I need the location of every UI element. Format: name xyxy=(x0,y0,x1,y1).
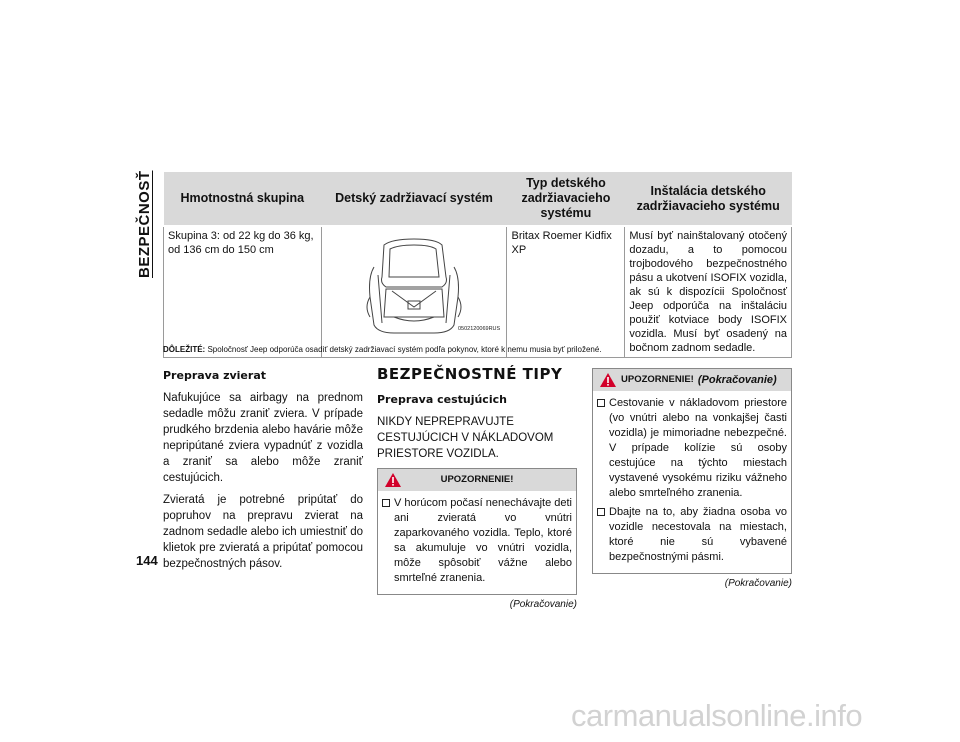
warning-header xyxy=(378,469,576,491)
important-text: Spoločnosť Jeep odporúča osadiť detský zadržiavací systém podľa pokynov, ktoré k nemu musia byť priložené. xyxy=(207,345,602,354)
checkbox-bullet-icon xyxy=(597,508,605,516)
child-seat-illustration xyxy=(334,237,501,337)
warning-triangle-icon xyxy=(384,472,402,488)
warning-list xyxy=(593,391,791,573)
warning-title: UPOZORNENIE! xyxy=(621,374,694,385)
column-warning-continued xyxy=(592,368,792,592)
header-weight-group: Hmotnostná skupina xyxy=(164,172,322,226)
important-label: DÔLEŽITÉ: xyxy=(163,345,206,354)
image-code: 0502120069RUS xyxy=(458,326,501,332)
important-note xyxy=(163,345,602,354)
warning-box xyxy=(592,368,792,574)
table-header-row xyxy=(164,172,792,226)
warning-header xyxy=(593,369,791,391)
cell-installation: Musí byť nainštalovaný otočený dozadu, a to pomocou trojbodového bezpečnostného pásu a ukotvení ISOFIX vozidla, ak sú k dispozícii Spoločnosť Jeep odporúča na inštaláciu použiť kotviace body ISOFIX vozidla. Musí byť osadený na bočnom zadnom sedadle. xyxy=(625,226,792,358)
cell-seat-image xyxy=(321,226,507,358)
warning-box xyxy=(377,468,577,595)
passengers-heading: Preprava cestujúcich xyxy=(377,393,507,406)
animals-paragraph-2: Zvieratá je potrebné pripútať do popruhov na prepravu zvierat na zadnom sedadle alebo ich umiestniť do klietok pre zvieratá a pripútať pomocou bezpečnostných pásov. xyxy=(163,494,363,570)
child-seat-table xyxy=(163,172,792,358)
cell-weight-group: Skupina 3: od 22 kg do 36 kg, od 136 cm do 150 cm xyxy=(164,226,322,358)
header-restraint-type: Typ detského zadržiavacieho systému xyxy=(507,172,625,226)
column-safety-tips xyxy=(377,366,577,613)
warning-list xyxy=(378,491,576,594)
animals-heading: Preprava zvierat xyxy=(163,369,267,382)
warning-continued: (Pokračovanie) xyxy=(697,374,777,386)
section-title: BEZPEČNOSTNÉ TIPY xyxy=(377,365,563,383)
continued-label: (Pokračovanie) xyxy=(724,578,792,589)
list-item: Cestovanie v nákladovom priestore (vo vnútri alebo na vonkajšej časti vozidla) je mimoriadne nebezpečné. V prípade kolízie sú osoby cestujúce na týchto miestach vystavené vysokému riziku vážneho alebo smrteľného zranenia. xyxy=(597,396,787,501)
section-tab: BEZPEČNOSŤ xyxy=(136,170,153,278)
header-restraint-system: Detský zadržiavací systém xyxy=(321,172,507,226)
table-row xyxy=(164,226,792,358)
animals-paragraph-1: Nafukujúce sa airbagy na prednom sedadle môžu zraniť zviera. V prípade prudkého brzdenia alebo havárie môže nepripútané zviera vypadnúť z vozidla a zraniť sa alebo môže zraniť cestujúcich. xyxy=(163,392,363,484)
checkbox-bullet-icon xyxy=(382,499,390,507)
continued-label: (Pokračovanie) xyxy=(509,599,577,610)
page-number: 144 xyxy=(136,553,158,568)
column-animals xyxy=(163,368,363,578)
passengers-paragraph: NIKDY NEPREPRAVUJTE CESTUJÚCICH V NÁKLADOVOM PRIESTORE VOZIDLA. xyxy=(377,416,554,460)
header-installation: Inštalácia detského zadržiavacieho systému xyxy=(625,172,792,226)
warning-triangle-icon xyxy=(599,372,617,388)
checkbox-bullet-icon xyxy=(597,399,605,407)
list-item: Dbajte na to, aby žiadna osoba vo vozidle necestovala na miestach, ktoré nie sú vybavené bezpečnostnými pásmi. xyxy=(597,505,787,565)
warning-title: UPOZORNENIE! xyxy=(440,474,514,485)
cell-restraint-type: Britax Roemer Kidfix XP xyxy=(507,226,625,358)
watermark: carmanualsonline.info xyxy=(571,698,863,733)
list-item: V horúcom počasí nenechávajte deti ani zvieratá vo vnútri zaparkovaného vozidla. Teplo, ktoré sa akumuluje vo vnútri vozidla, môže spôsobiť vážne alebo smrteľné zranenia. xyxy=(382,496,572,586)
